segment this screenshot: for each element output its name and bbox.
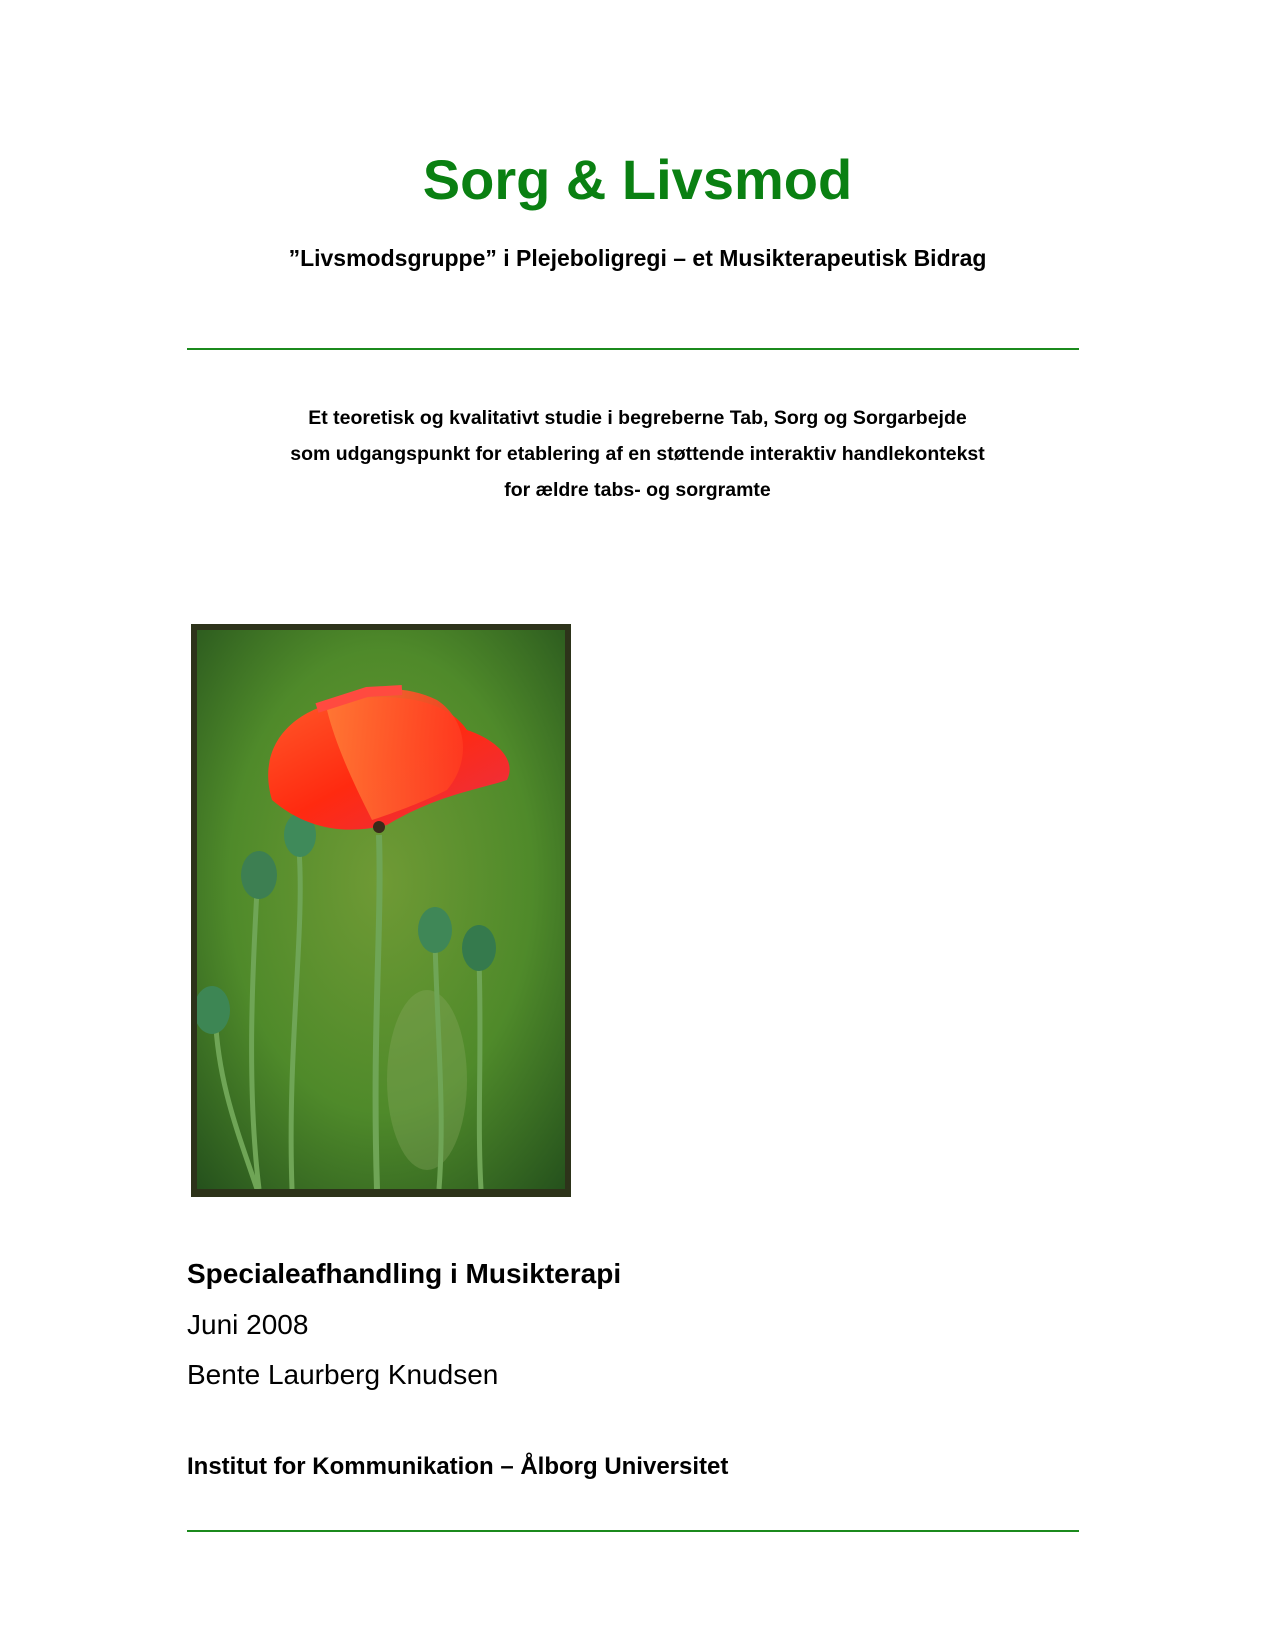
document-title: Sorg & Livsmod: [422, 148, 853, 211]
poppy-photo: [191, 624, 571, 1197]
thesis-type: Specialeafhandling i Musikterapi: [187, 1258, 622, 1289]
abstract: [0, 400, 1275, 508]
abstract-line: for ældre tabs- og sorgramte: [504, 479, 771, 501]
document-date: Juni 2008: [187, 1309, 309, 1340]
document-subtitle: ”Livsmodsgruppe” i Plejeboligregi – et Musikterapeutisk Bidrag: [288, 245, 987, 271]
institution-name: Institut for Kommunikation – Ålborg Universitet: [187, 1453, 729, 1480]
divider-top: [187, 348, 1079, 350]
abstract-line: Et teoretisk og kvalitativt studie i begreberne Tab, Sorg og Sorgarbejde: [308, 407, 967, 429]
author-name: Bente Laurberg Knudsen: [187, 1359, 499, 1390]
divider-bottom: [187, 1530, 1079, 1532]
poppy-image-icon: [197, 630, 565, 1189]
abstract-line: som udgangspunkt for etablering af en støttende interaktiv handlekontekst: [290, 443, 985, 465]
